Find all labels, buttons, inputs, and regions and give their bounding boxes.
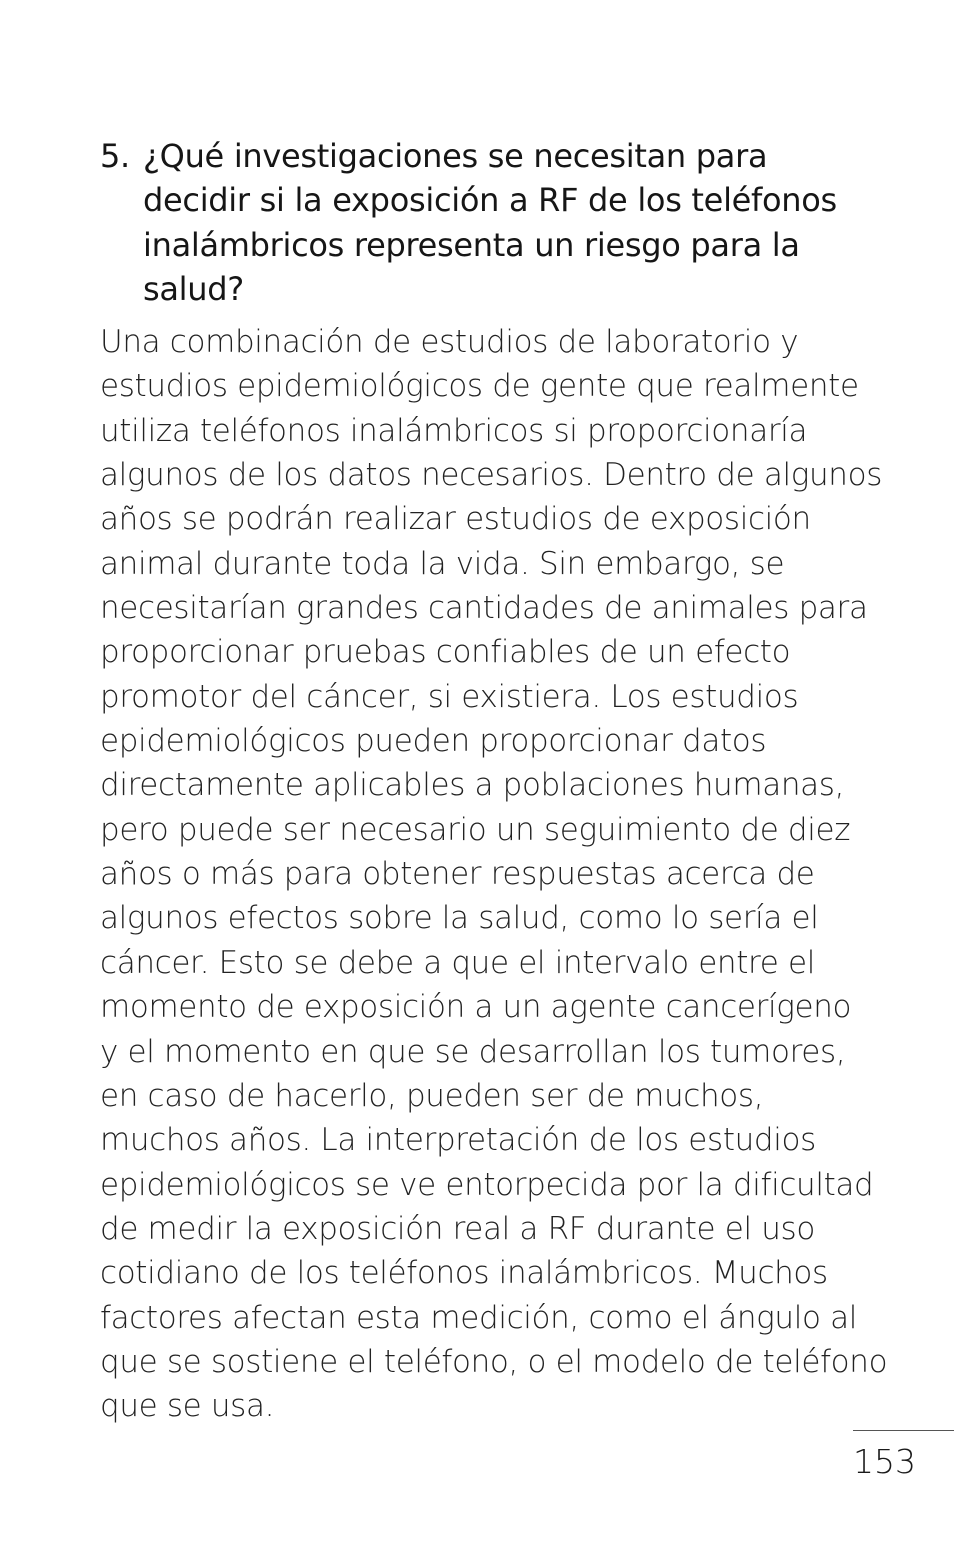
answer-line: años se podrán realizar estudios de exposición — [100, 501, 811, 538]
question-line: ¿Qué investigaciones se necesitan para — [143, 137, 768, 175]
answer-line: necesitarían grandes cantidades de animales para — [100, 590, 868, 627]
question-line: salud? — [143, 269, 244, 308]
answer-line: momento de exposición a un agente cancerígeno — [100, 989, 852, 1026]
answer-line: algunos de los datos necesarios. Dentro de algunos — [100, 457, 882, 494]
answer-line: epidemiológicos se ve entorpecida por la dificultad — [100, 1166, 874, 1203]
answer-line: utiliza teléfonos inalámbricos si proporcionaría — [100, 412, 808, 449]
answer-line: de medir la exposición real a RF durante el uso — [100, 1210, 815, 1247]
question-text — [100, 134, 890, 311]
answer-line: muchos años. La interpretación de los estudios — [100, 1122, 816, 1159]
footer-divider — [853, 1430, 954, 1431]
answer-line: años o más para obtener respuestas acerca de — [100, 856, 815, 893]
answer-line: animal durante toda la vida. Sin embargo, se — [100, 545, 785, 582]
answer-line: cotidiano de los teléfonos inalámbricos. Muchos — [100, 1255, 828, 1292]
question-line: inalámbricos representa un riesgo para la — [143, 225, 800, 264]
question-heading — [100, 134, 890, 311]
answer-line: proporcionar pruebas confiables de un efecto — [100, 634, 791, 671]
answer-line: Una combinación de estudios de laboratorio y — [100, 324, 799, 360]
question-number: 5. — [100, 137, 130, 175]
answer-line: promotor del cáncer, si existiera. Los estudios — [100, 678, 799, 715]
question-line: decidir si la exposición a RF de los teléfonos — [143, 181, 837, 220]
answer-line: factores afectan esta medición, como el ángulo al — [100, 1299, 858, 1336]
answer-paragraph — [100, 320, 890, 1429]
answer-line: estudios epidemiológicos de gente que realmente — [100, 368, 859, 405]
page-number: 153 — [853, 1442, 916, 1481]
answer-line: directamente aplicables a poblaciones humanas, — [100, 767, 845, 804]
answer-line: algunos efectos sobre la salud, como lo sería el — [100, 900, 819, 937]
answer-line: que se usa. — [100, 1388, 275, 1425]
answer-line: que se sostiene el teléfono, o el modelo de teléfono — [100, 1343, 888, 1380]
answer-line: en caso de hacerlo, pueden ser de muchos, — [100, 1077, 764, 1114]
answer-line: cáncer. Esto se debe a que el intervalo entre el — [100, 944, 815, 981]
answer-line: pero puede ser necesario un seguimiento de diez — [100, 811, 851, 848]
answer-line: y el momento en que se desarrollan los tumores, — [100, 1033, 846, 1070]
answer-line: epidemiológicos pueden proporcionar datos — [100, 723, 767, 760]
